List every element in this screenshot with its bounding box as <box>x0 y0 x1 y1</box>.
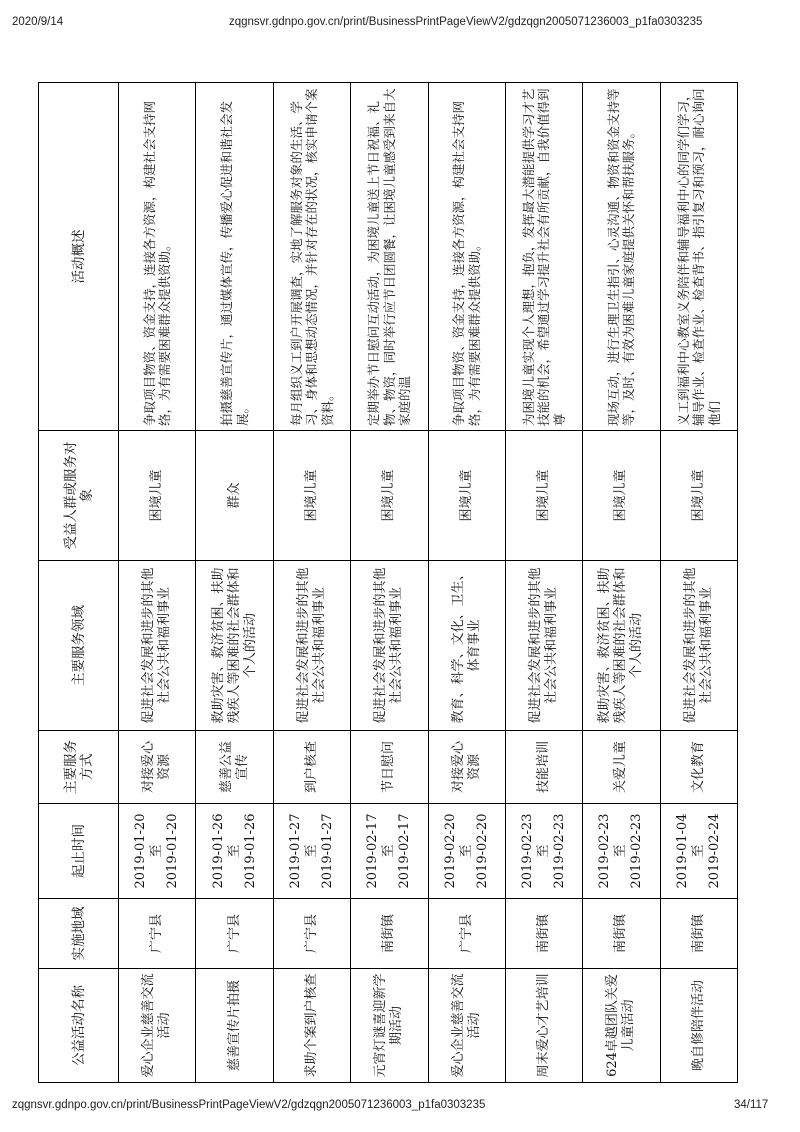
table-row <box>428 83 505 1083</box>
service-method-cell: 关爱儿童 <box>583 731 660 804</box>
time-to: 至 <box>381 844 397 858</box>
activity-name-cell: 爱心企业慈善交流活动 <box>119 969 196 1083</box>
beneficiary-cell: 困境儿童 <box>505 431 582 561</box>
service-method-cell: 对接爱心资源 <box>428 731 505 804</box>
time-start: 2019-01-20 <box>133 813 149 889</box>
service-field-cell: 促进社会发展和进步的其他社会公共和福利事业 <box>273 561 350 731</box>
col-header-target: 受益人群或服务对象 <box>39 431 119 561</box>
time-start: 2019-02-23 <box>520 813 536 889</box>
beneficiary-cell: 困境儿童 <box>583 431 660 561</box>
time-to: 至 <box>690 844 706 858</box>
service-method-cell: 文化教育 <box>660 731 737 804</box>
area-cell: 南街镇 <box>351 899 428 969</box>
area-cell: 南街镇 <box>505 899 582 969</box>
service-field-cell: 救助灾害、救济贫困、扶助残疾人等困难的社会群体和个人的活动 <box>196 561 273 731</box>
table-row <box>505 83 582 1083</box>
service-method-cell: 节日慰问 <box>351 731 428 804</box>
beneficiary-cell: 困境儿童 <box>273 431 350 561</box>
description-cell: 争取项目物资、资金支持，连接各方资源，构建社会支持网络，为有需要困难群众提供资助。 <box>119 83 196 431</box>
footer-url: zqgnsvr.gdnpo.gov.cn/print/BusinessPrintPageViewV2/gdzqgn2005071236003_p1fa0303235 <box>12 1099 486 1111</box>
time-end: 2019-02-17 <box>397 813 413 889</box>
description-cell: 定期举办节日慰问互动活动，为困境儿童送上节日祝福、礼物、物资，同时举行应节日团圆餐，让困境儿童感受到来自大家庭的温 <box>351 83 428 431</box>
table-row <box>196 83 273 1083</box>
time-to: 至 <box>613 844 629 858</box>
service-field-cell: 救助灾害、救济贫困、扶助残疾人等困难的社会群体和个人的活动 <box>583 561 660 731</box>
activity-name-cell: 求助个案到户核查 <box>273 969 350 1083</box>
service-field-cell: 促进社会发展和进步的其他社会公共和福利事业 <box>505 561 582 731</box>
area-cell: 广宁县 <box>196 899 273 969</box>
service-method-cell: 技能培训 <box>505 731 582 804</box>
table-header-row <box>39 83 119 1083</box>
activity-name-cell: 爱心企业慈善交流活动 <box>428 969 505 1083</box>
table-row <box>273 83 350 1083</box>
beneficiary-cell: 困境儿童 <box>660 431 737 561</box>
time-to: 至 <box>303 844 319 858</box>
description-cell: 为困境儿童实现个人理想，抱负，发挥最大潜能提供学习才艺技能的机会，希望通过学习提升社会有所贡献，自我价值得到尊 <box>505 83 582 431</box>
activity-name-cell: 元宵灯谜喜迎新学期活动 <box>351 969 428 1083</box>
time-end: 2019-01-26 <box>242 813 258 889</box>
beneficiary-cell: 困境儿童 <box>119 431 196 561</box>
description-cell: 现场互动，进行生理卫生指引、心灵沟通、物资和资金支持等等，及时、有效为困难儿童家庭提供关怀和帮扶服务。 <box>583 83 660 431</box>
time-cell <box>660 804 737 899</box>
print-date: 2020/9/14 <box>12 16 64 28</box>
activity-name-cell: 624卓越团队关爱儿童活动 <box>583 969 660 1083</box>
description-cell: 每月组织义工到户开展调查，实地了解服务对象的生活、学习、身体和思想动态情况，并针对存在的状况，核实申请个案资料。 <box>273 83 350 431</box>
header-url: zqgnsvr.gdnpo.gov.cn/print/BusinessPrintPageViewV2/gdzqgn2005071236003_p1fa0303235 <box>229 16 703 28</box>
col-header-desc: 活动概述 <box>39 83 119 431</box>
service-field-cell: 促进社会发展和进步的其他社会公共和福利事业 <box>351 561 428 731</box>
time-end: 2019-01-27 <box>319 813 335 889</box>
time-cell <box>583 804 660 899</box>
time-start: 2019-02-17 <box>365 813 381 889</box>
time-to: 至 <box>536 844 552 858</box>
time-end: 2019-02-20 <box>474 813 490 889</box>
col-header-area: 实施地域 <box>39 899 119 969</box>
time-to: 至 <box>149 844 165 858</box>
time-start: 2019-01-26 <box>210 813 226 889</box>
table-row <box>583 83 660 1083</box>
service-method-cell: 对接爱心资源 <box>119 731 196 804</box>
rotated-table-wrapper <box>38 83 738 1083</box>
area-cell: 广宁县 <box>119 899 196 969</box>
description-cell: 争取项目物资、资金支持，连接各方资源，构建社会支持网络，为有需要困难群众提供资助。 <box>428 83 505 431</box>
time-end: 2019-01-20 <box>165 813 181 889</box>
time-start: 2019-02-20 <box>442 813 458 889</box>
col-header-time: 起止时间 <box>39 804 119 899</box>
activity-table <box>38 82 738 1083</box>
table-row <box>119 83 196 1083</box>
time-start: 2019-01-27 <box>287 813 303 889</box>
service-method-cell: 慈善公益宣传 <box>196 731 273 804</box>
time-end: 2019-02-23 <box>629 813 645 889</box>
area-cell: 广宁县 <box>428 899 505 969</box>
col-header-method: 主要服务方式 <box>39 731 119 804</box>
time-start: 2019-01-04 <box>674 813 690 889</box>
area-cell: 南街镇 <box>583 899 660 969</box>
time-cell <box>119 804 196 899</box>
service-field-cell: 促进社会发展和进步的其他社会公共和福利事业 <box>119 561 196 731</box>
area-cell: 广宁县 <box>273 899 350 969</box>
time-cell <box>196 804 273 899</box>
activity-name-cell: 慈善宣传片拍摄 <box>196 969 273 1083</box>
time-cell <box>428 804 505 899</box>
col-header-field: 主要服务领域 <box>39 561 119 731</box>
table-row <box>351 83 428 1083</box>
page-number: 34/117 <box>734 1099 769 1111</box>
description-cell: 拍摄慈善宣传片，通过媒体宣传，传播爱心促进和谐社会发展。 <box>196 83 273 431</box>
time-start: 2019-02-23 <box>597 813 613 889</box>
time-to: 至 <box>458 844 474 858</box>
time-to: 至 <box>226 844 242 858</box>
area-cell: 南街镇 <box>660 899 737 969</box>
service-field-cell: 促进社会发展和进步的其他社会公共和福利事业 <box>660 561 737 731</box>
table-row <box>660 83 737 1083</box>
service-method-cell: 到户核查 <box>273 731 350 804</box>
beneficiary-cell: 困境儿童 <box>428 431 505 561</box>
time-cell <box>505 804 582 899</box>
time-end: 2019-02-23 <box>552 813 568 889</box>
service-field-cell: 教育、科学、文化、卫生、体育事业 <box>428 561 505 731</box>
activity-name-cell: 晚自修陪伴活动 <box>660 969 737 1083</box>
time-cell <box>273 804 350 899</box>
description-cell: 义工到福利中心教室义务陪伴和辅导福利中心的同学们学习，辅导作业、检查作业、检查背书、指引复习和预习，耐心询问他们 <box>660 83 737 431</box>
beneficiary-cell: 困境儿童 <box>351 431 428 561</box>
beneficiary-cell: 群众 <box>196 431 273 561</box>
time-end: 2019-02-24 <box>706 813 722 889</box>
time-cell <box>351 804 428 899</box>
col-header-name: 公益活动名称 <box>39 969 119 1083</box>
activity-name-cell: 周末爱心才艺培训 <box>505 969 582 1083</box>
